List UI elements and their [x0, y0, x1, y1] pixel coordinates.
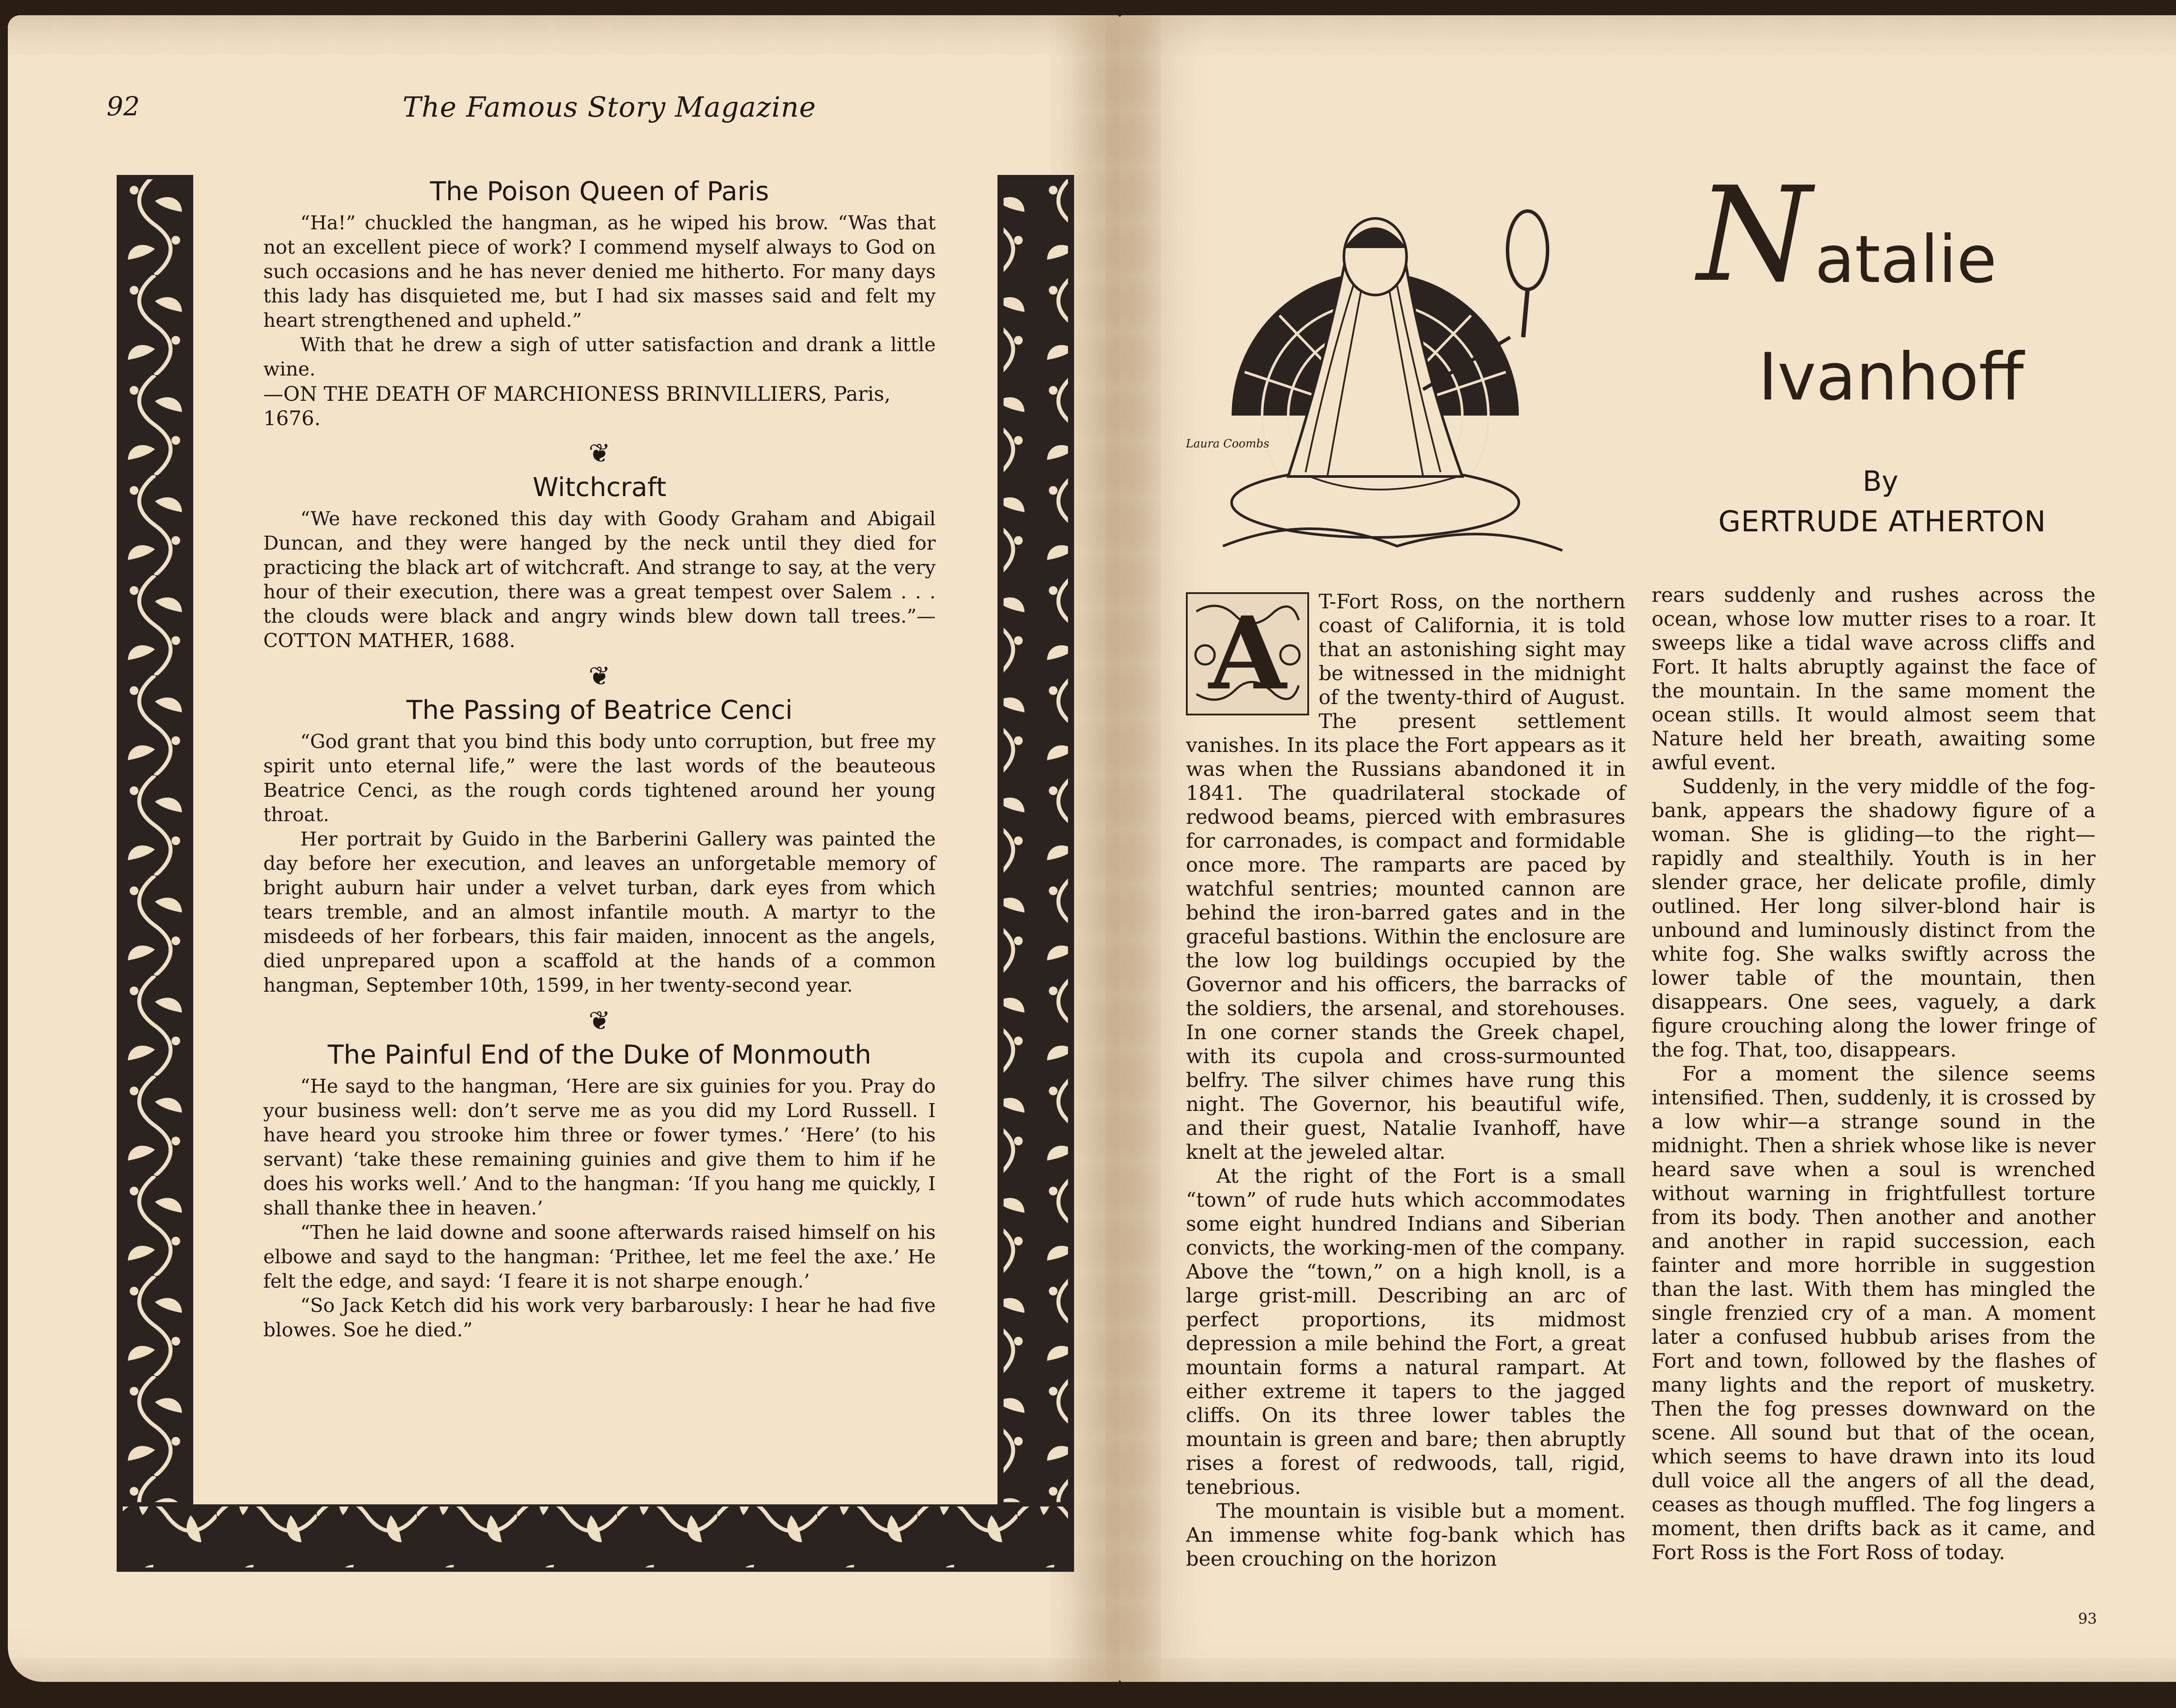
paragraph: Suddenly, in the very middle of the fog-bank, appears the shadowy figure of a woman. She is gliding—to the right—rapidly and stealthily. Youth is in her slender grace, her delicate profile, dimly outlined. Her long silver-blond hair is unbound and luminously distinct from the white fog. She walks swiftly across the lower table of the mountain, then disappears. One sees, vaguely, a dark figure crouching along the lower fringe of the fog. That, too, disappears. [1652, 775, 2095, 1061]
section-title: The Painful End of the Duke of Monmouth [327, 1040, 871, 1070]
paragraph: For a moment the silence seems intensified. Then, suddenly, it is crossed by a low whir—a strange sound in the midnight. Then a shriek whose like is never heard save when a soul is wrenched without warning in frightfullest torture from its body. Then another and another and another in rapid succession, each fainter and more horrible in suggestion than the last. With them has mingled the single frenzied cry of a man. A moment later a confused hubbub arises from the Fort and town, followed by the flashes of many lights and the report of musketry. Then the fog presses downward on the scene. All sound but that of the ocean, which seems to have drawn into its loud dull voice all the angers of all the dead, ceases as though muffled. The fog lingers a moment, then drifts back as it came, and Fort Ross is the Fort Ross of today. [1652, 1062, 2095, 1564]
paragraph: With that he drew a sigh of utter satisfaction and drank a little wine. [263, 334, 936, 380]
paragraph: At the right of the Fort is a small “town” of rude huts which accommodates some eight hundred Indians and Siberian convicts, the working-men of the company. Above the “town,” on a high knoll, is a large grist-mill. Describing an arc of perfect proportions, its midmost depression a mile behind the Fort, a great mountain forms a natural rampart. At either extreme it tapers to the jagged cliffs. On its three lower tables the mountain is green and bare; then abruptly rises a forest of redwoods, tall, rigid, tenebrious. [1186, 1164, 1625, 1499]
right-page-number: 93 [2078, 1610, 2097, 1627]
paragraph: Her portrait by Guido in the Barberini Gallery was painted the day before her execution, and leaves an unforgetable memory of bright auburn hair under a velvet turban, dark eyes from which tears tremble, and an almost infantile mouth. A martyr to the misdeeds of her forbears, this fair maiden, innocent as the angels, died unprepared upon a scaffold at the hands of a common hangman, September 10th, 1599, in her twenty-second year. [263, 828, 936, 997]
section-title: The Poison Queen of Paris [430, 176, 769, 207]
drop-cap-letter: A [1209, 595, 1286, 712]
title-initial: N [1697, 159, 1812, 311]
paragraph: “So Jack Ketch did his work very barbarously: I hear he had five blowes. Soe he died.” [263, 1295, 936, 1341]
running-title: The Famous Story Magazine [403, 91, 816, 124]
section-title: The Passing of Beatrice Cenci [406, 695, 793, 725]
woman-with-mirror-illustration [1179, 172, 1667, 555]
paragraph: The mountain is visible but a moment. An immense white fog-bank which has been crouching on the horizon [1186, 1499, 1625, 1570]
attribution: —ON THE DEATH OF MARCHIONESS BRINVILLIERS, Paris, 1676. [263, 382, 891, 430]
section-poison-queen [263, 176, 936, 430]
title-line2: Ivanhoff [1758, 339, 2024, 415]
ornament-separator-icon: ❦ [588, 438, 611, 469]
ornament-separator-icon: ❦ [588, 661, 611, 691]
left-page-content [263, 176, 936, 1349]
ornament-separator-icon: ❦ [588, 1006, 611, 1036]
left-page-number: 92 [107, 91, 140, 122]
paragraph: “We have reckoned this day with Goody Graham and Abigail Duncan, and they were hanged by the neck until they died for practicing the black art of witchcraft. And strange to say, at the very hour of their execution, there was a great tempest over Salem . . . the clouds were black and angry winds blew down tall trees.”—COTTON MATHER, 1688. [263, 508, 936, 652]
illustrator-signature: Laura Coombs [1186, 437, 1269, 450]
section-duke-of-monmouth [263, 1040, 936, 1342]
paragraph: T-Fort Ross, on the northern coast of California, it is told that an astonishing sight may be witnessed in the midnight of the twenty-third of August. The present settlement vanishes. In its place the Fort appears as it was when the Russians abandoned it in 1841. The quadrilateral stockade of redwood beams, pierced with embrasures for carronades, is compact and formidable once more. The ramparts are paced by watchful sentries; mounted cannon are behind the iron-barred gates and in the graceful bastions. Within the enclosure are the low log buildings occupied by the Governor and his officers, the barracks of the soldiers, the arsenal, and storehouses. In one corner stands the Greek chapel, with its cupola and cross-surmounted belfry. The silver chimes have rung this night. The Governor, his beautiful wife, and their guest, Natalie Ivanhoff, have knelt at the jeweled altar. [1186, 590, 1625, 1164]
paragraph: “Ha!” chuckled the hangman, as he wiped his brow. “Was that not an excellent piece of work? I commend myself always to God on such occasions and he has never denied me hitherto. For many days this lady has disquieted me, but I had six masses said and felt my heart strengthened and upheld.” [263, 212, 936, 332]
section-witchcraft [263, 472, 936, 653]
paragraph: “He sayd to the hangman, ‘Here are six guinies for you. Pray do your business well: don’t serve me as you did my Lord Russell. I have heard you strooke him three or fower tymes.’ ‘Here’ (to his servant) ‘take these remaining guinies and give them to him if he does his works well.’ And to the hangman: ‘If you hang me quickly, I shall thanke thee in heaven.’ [263, 1075, 936, 1219]
byline: By [1863, 466, 1898, 498]
section-title: Witchcraft [532, 472, 667, 503]
section-beatrice-cenci [263, 695, 936, 998]
paragraph: rears suddenly and rushes across the ocean, whose low mutter rises to a roar. It sweeps like a tidal wave across cliffs and Fort. It halts abruptly against the face of the mountain. In the same moment the ocean stills. It would almost seem that Nature held her breath, awaiting some awful event. [1652, 583, 2095, 774]
title-line1-rest: atalie [1815, 222, 1997, 298]
paragraph: “God grant that you bind this body unto corruption, but free my spirit unto eternal life,” were the last words of the beauteous Beatrice Cenci, as the rough cords tightened around her young throat. [263, 731, 936, 826]
story-column-2 [1652, 583, 2095, 1564]
paragraph: “Then he laid downe and soone afterwards raised himself on his elbowe and sayd to the hangman: ‘Prithee, let me feel the axe.’ He felt the edge, and sayd: ‘I feare it is not sharpe enough.’ [263, 1221, 936, 1292]
drop-cap [1186, 592, 1309, 715]
author-name: GERTRUDE ATHERTON [1718, 505, 2046, 538]
story-column-1 [1186, 590, 1625, 1571]
illustration-icon [1179, 172, 1667, 555]
